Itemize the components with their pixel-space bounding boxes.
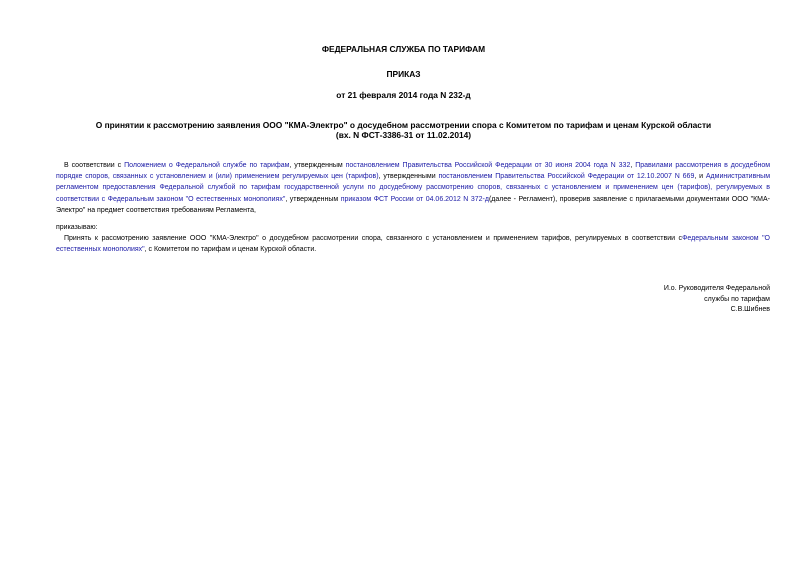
link-regulation-fst[interactable]: Положением о Федеральной службе по тарифам — [124, 162, 290, 169]
signature-block — [560, 284, 770, 316]
basis-text: В соответствии с — [64, 162, 125, 169]
signature-organization: службы по тарифам — [704, 295, 770, 303]
title-line: О принятии к рассмотрению заявления ООО "КМА-Электро" о досудебном рассмотрении спора с Комитетом по тарифам и ценам Курской области — [95, 120, 712, 130]
title-line: (вх. N ФСТ-3386-31 от 11.02.2014) — [335, 130, 472, 140]
document-title — [0, 120, 807, 140]
basis-text: , утвержденным — [285, 195, 341, 203]
decision-text: , с Комитетом по тарифам и ценам Курской области. — [144, 246, 317, 254]
signature-position: И.о. Руководителя Федеральной — [663, 285, 770, 292]
link-administrative-regulation[interactable]: Административным регламентом предоставления Федеральной службой по тарифам государственной услуги по досудебному рассмотрению споров, связанных с установлением и применением цен (тарифов), регулируемых в соответствии с Федеральным законом "О естественных монополиях" — [56, 173, 771, 203]
link-fst-order-372[interactable]: приказом ФСТ России от 04.06.2012 N 372-д — [340, 195, 489, 203]
document-date-heading: от 21 февраля 2014 года N 232-д — [336, 90, 471, 100]
link-natural-monopolies-law[interactable]: Федеральным законом "О естественных монополиях" — [56, 235, 770, 254]
basis-text: (далее - Регламент), проверив заявление с прилагаемыми документами ООО "КМА-Электро" на предмет соответствия требованиям Регламента, — [56, 195, 771, 214]
link-pretrial-rules[interactable]: Правилами рассмотрения в досудебном порядке споров, связанных с установлением и (или) применением регулируемых цен (тарифов) — [56, 162, 771, 181]
signature-name: С.В.Шибнев — [730, 306, 770, 314]
link-government-resolution-669[interactable]: постановлением Правительства Российской Федерации от 12.10.2007 N 669 — [438, 173, 695, 181]
decision-text: Принять к рассмотрению заявление ООО "КМА-Электро" о досудебном рассмотрении спора, связанного с установлением и применением тарифов, регулируемых в соответствии с — [64, 235, 683, 242]
document-type-heading: ПРИКАЗ — [386, 69, 421, 79]
organization-heading: ФЕДЕРАЛЬНАЯ СЛУЖБА ПО ТАРИФАМ — [321, 44, 486, 54]
basis-text: , утвержденными — [378, 173, 439, 181]
decree-word: приказываю: — [56, 224, 98, 231]
basis-text: , и — [694, 173, 706, 181]
basis-text: , — [630, 162, 636, 169]
basis-paragraph — [56, 160, 770, 216]
decision-paragraph — [56, 233, 770, 255]
link-government-resolution-332[interactable]: постановлением Правительства Российской Федерации от 30 июня 2004 года N 332 — [345, 162, 631, 169]
basis-text: , утвержденным — [289, 162, 346, 169]
